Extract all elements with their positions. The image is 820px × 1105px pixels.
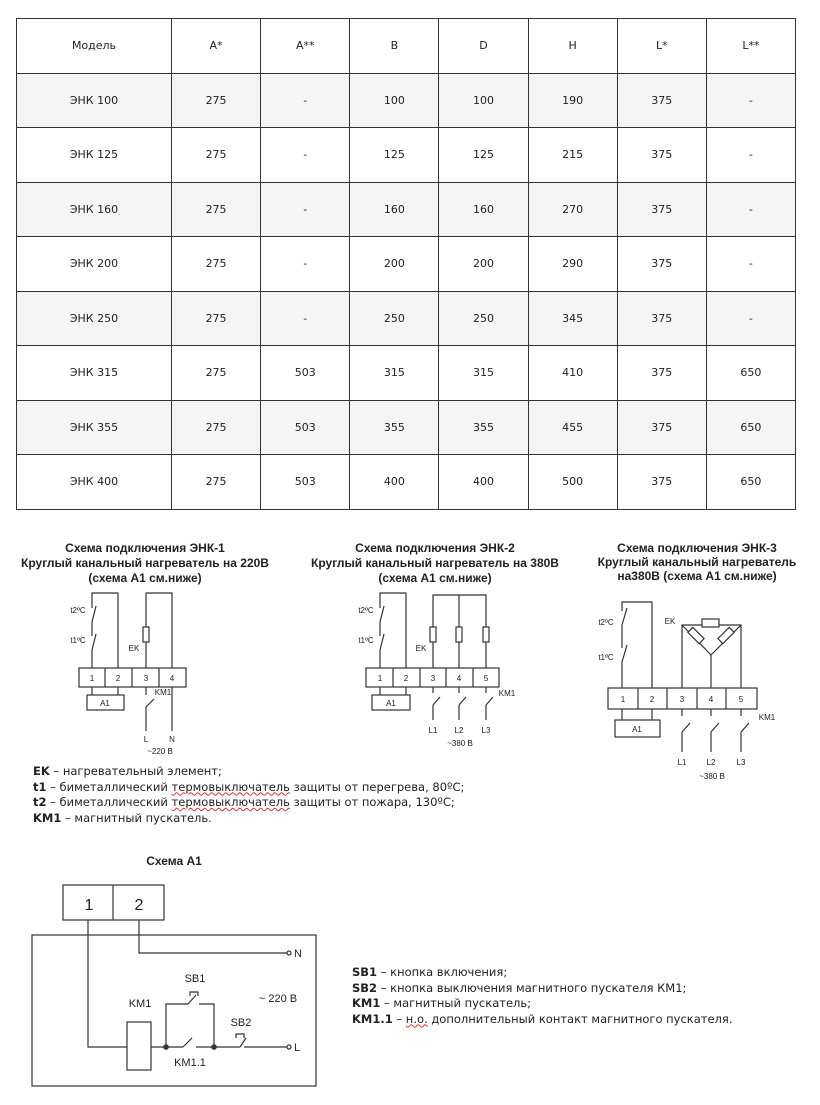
- legend-text: дополнительный контакт магнитного пускателя.: [427, 1011, 733, 1026]
- line-label: L2: [706, 758, 716, 767]
- km11-label: KM1.1: [174, 1057, 206, 1069]
- table-cell: 400: [439, 455, 528, 510]
- table-cell: 650: [706, 455, 795, 510]
- legend-term: KM1: [33, 810, 62, 825]
- table-cell: ЭНК 200: [17, 237, 172, 292]
- legend-item: [33, 780, 464, 796]
- terminal: 1: [89, 674, 95, 683]
- enk2-note: (схема А1 см.ниже): [378, 571, 492, 585]
- table-cell: 355: [350, 400, 439, 455]
- legend-term: SB2: [352, 980, 378, 995]
- table-cell: ЭНК 125: [17, 128, 172, 183]
- a1-title: Схема А1: [146, 854, 202, 868]
- enk1-title: Схема подключения ЭНК-1: [65, 541, 225, 555]
- legend-term: KM1: [352, 996, 381, 1010]
- enk3-title: Схема подключения ЭНК-3: [617, 541, 777, 555]
- terminal: 3: [143, 674, 149, 683]
- table-cell: 275: [172, 128, 261, 183]
- legend-item: [33, 795, 464, 811]
- table-cell: 503: [261, 346, 350, 401]
- terminal: 2: [649, 695, 655, 704]
- table-cell: -: [261, 182, 350, 237]
- voltage-label: ~220 В: [147, 747, 173, 756]
- table-cell: 100: [439, 73, 528, 128]
- table-cell: 375: [617, 73, 706, 128]
- table-cell: -: [706, 237, 795, 292]
- table-cell: 375: [617, 128, 706, 183]
- table-cell: ЭНК 315: [17, 346, 172, 401]
- legend-term: KM1.1: [352, 1011, 393, 1026]
- terminal: 2: [115, 674, 121, 683]
- terminal: 1: [620, 695, 626, 704]
- voltage-label: ~380 В: [447, 739, 473, 748]
- table-cell: 160: [439, 182, 528, 237]
- table-cell: -: [706, 73, 795, 128]
- enk3-subtitle: Круглый канальный нагреватель: [597, 555, 797, 569]
- enk3-note: на380В (схема А1 см.ниже): [617, 569, 777, 583]
- a1-label: A1: [632, 725, 642, 734]
- terminal: 1: [377, 674, 383, 683]
- table-cell: -: [261, 128, 350, 183]
- legend-term: t2: [33, 795, 47, 809]
- t1-label: t1ºC: [598, 653, 614, 662]
- t2-label: t2ºC: [358, 606, 374, 615]
- column-header: H: [528, 19, 617, 74]
- line-label: L3: [481, 726, 491, 735]
- legend-wavy: термовыключатель: [171, 779, 290, 794]
- ek-label: EK: [664, 617, 676, 626]
- table-cell: 200: [439, 237, 528, 292]
- legend-item: [33, 811, 464, 827]
- table-cell: 250: [439, 291, 528, 346]
- line-label: L: [143, 735, 149, 744]
- km1-label: KM1: [154, 688, 172, 697]
- column-header: B: [350, 19, 439, 74]
- terminal: 3: [679, 695, 685, 704]
- table-cell: 345: [528, 291, 617, 346]
- table-cell: 400: [350, 455, 439, 510]
- table-cell: 315: [439, 346, 528, 401]
- table-cell: 275: [172, 400, 261, 455]
- table-cell: 650: [706, 346, 795, 401]
- table-cell: -: [261, 237, 350, 292]
- km1-label: KM1: [498, 689, 516, 698]
- line-label: L1: [677, 758, 687, 767]
- table-cell: 125: [439, 128, 528, 183]
- table-cell: 275: [172, 73, 261, 128]
- table-cell: ЭНК 250: [17, 291, 172, 346]
- terminal: 3: [430, 674, 436, 683]
- legend-pre: – биметаллический: [46, 795, 172, 809]
- table-cell: 375: [617, 237, 706, 292]
- table-cell: 200: [350, 237, 439, 292]
- l-label: L: [293, 1042, 301, 1054]
- table-cell: -: [261, 291, 350, 346]
- table-cell: 375: [617, 182, 706, 237]
- legend-a1: [352, 965, 732, 1027]
- t2-label: t2ºC: [598, 618, 614, 627]
- table-cell: 270: [528, 182, 617, 237]
- legend-text: защиты от перегрева, 80ºC;: [289, 779, 465, 794]
- table-cell: -: [261, 73, 350, 128]
- table-cell: 375: [617, 346, 706, 401]
- enk1-note: (схема А1 см.ниже): [88, 571, 202, 585]
- table-cell: 125: [350, 128, 439, 183]
- km1-label: KM1: [758, 713, 776, 722]
- enk2-subtitle: Круглый канальный нагреватель на 380В: [311, 556, 559, 570]
- line-label: L1: [428, 726, 438, 735]
- table-cell: 275: [172, 455, 261, 510]
- table-cell: 190: [528, 73, 617, 128]
- legend-item: [352, 1012, 732, 1028]
- table-cell: 290: [528, 237, 617, 292]
- t1-label: t1ºC: [70, 636, 86, 645]
- line-label: L2: [454, 726, 464, 735]
- table-cell: -: [706, 128, 795, 183]
- terminal: 5: [483, 674, 489, 683]
- legend-item: [352, 981, 732, 997]
- legend-item: [352, 965, 732, 981]
- sb1-label: SB1: [184, 973, 206, 985]
- table-cell: 250: [350, 291, 439, 346]
- table-cell: -: [706, 182, 795, 237]
- line-label: N: [169, 735, 175, 744]
- table-cell: 503: [261, 400, 350, 455]
- voltage-label: ~ 220 В: [258, 993, 298, 1005]
- legend-wavy: н.о.: [405, 1011, 428, 1026]
- table-cell: ЭНК 160: [17, 182, 172, 237]
- terminal: 4: [456, 674, 462, 683]
- legend-pre: – биметаллический: [46, 779, 172, 794]
- legend-text: – кнопка выключения магнитного пускателя КМ1;: [377, 980, 687, 995]
- legend-term: t1: [33, 779, 47, 794]
- terminal: 2: [134, 897, 144, 914]
- legend-text: – магнитный пускатель;: [380, 996, 532, 1010]
- legend-text: – магнитный пускатель.: [61, 810, 212, 825]
- voltage-label: ~380 В: [699, 772, 725, 781]
- table-cell: -: [706, 291, 795, 346]
- column-header: Модель: [17, 19, 172, 74]
- legend-term: EK: [33, 764, 50, 778]
- column-header: A*: [172, 19, 261, 74]
- table-cell: ЭНК 100: [17, 73, 172, 128]
- terminal: 2: [403, 674, 409, 683]
- legend-enk: [33, 764, 464, 826]
- t1-label: t1ºC: [358, 636, 374, 645]
- table-cell: 275: [172, 237, 261, 292]
- a1-label: A1: [100, 699, 110, 708]
- table-cell: 160: [350, 182, 439, 237]
- a1-diagram: [32, 885, 316, 1086]
- ek-label: EK: [128, 644, 140, 653]
- table-cell: 375: [617, 455, 706, 510]
- enk1-subtitle: Круглый канальный нагреватель на 220В: [21, 556, 269, 570]
- legend-item: [33, 764, 464, 780]
- line-label: L3: [736, 758, 746, 767]
- n-label: N: [294, 948, 302, 960]
- legend-wavy: термовыключатель: [171, 795, 290, 809]
- legend-text: – нагревательный элемент;: [49, 764, 222, 778]
- table-cell: 503: [261, 455, 350, 510]
- table-cell: 410: [528, 346, 617, 401]
- table-cell: 375: [617, 400, 706, 455]
- table-cell: ЭНК 400: [17, 455, 172, 510]
- table-cell: 375: [617, 291, 706, 346]
- legend-pre: –: [392, 1011, 406, 1026]
- enk3-diagram: [608, 602, 757, 752]
- legend-item: [352, 996, 732, 1012]
- column-header: L**: [706, 19, 795, 74]
- table-cell: 275: [172, 346, 261, 401]
- legend-text: защиты от пожара, 130ºC;: [289, 795, 455, 809]
- terminal: 4: [708, 695, 714, 704]
- table-cell: 100: [350, 73, 439, 128]
- table-cell: 500: [528, 455, 617, 510]
- enk2-title: Схема подключения ЭНК-2: [355, 541, 515, 555]
- enk1-diagram: [79, 593, 186, 731]
- t2-label: t2ºC: [70, 606, 86, 615]
- ek-label: EK: [415, 644, 427, 653]
- legend-text: – кнопка включения;: [377, 965, 508, 979]
- sb2-label: SB2: [230, 1017, 252, 1029]
- table-cell: 355: [439, 400, 528, 455]
- table-cell: 215: [528, 128, 617, 183]
- column-header: L*: [617, 19, 706, 74]
- table-cell: 275: [172, 291, 261, 346]
- terminal: 1: [84, 897, 94, 914]
- km1-label: KM1: [128, 998, 152, 1010]
- table-cell: 650: [706, 400, 795, 455]
- table-cell: 275: [172, 182, 261, 237]
- table-cell: 315: [350, 346, 439, 401]
- column-header: A**: [261, 19, 350, 74]
- column-header: D: [439, 19, 528, 74]
- legend-term: SB1: [352, 965, 378, 979]
- terminal: 5: [738, 695, 744, 704]
- table-cell: ЭНК 355: [17, 400, 172, 455]
- a1-label: A1: [386, 699, 396, 708]
- table-cell: 455: [528, 400, 617, 455]
- terminal: 4: [169, 674, 175, 683]
